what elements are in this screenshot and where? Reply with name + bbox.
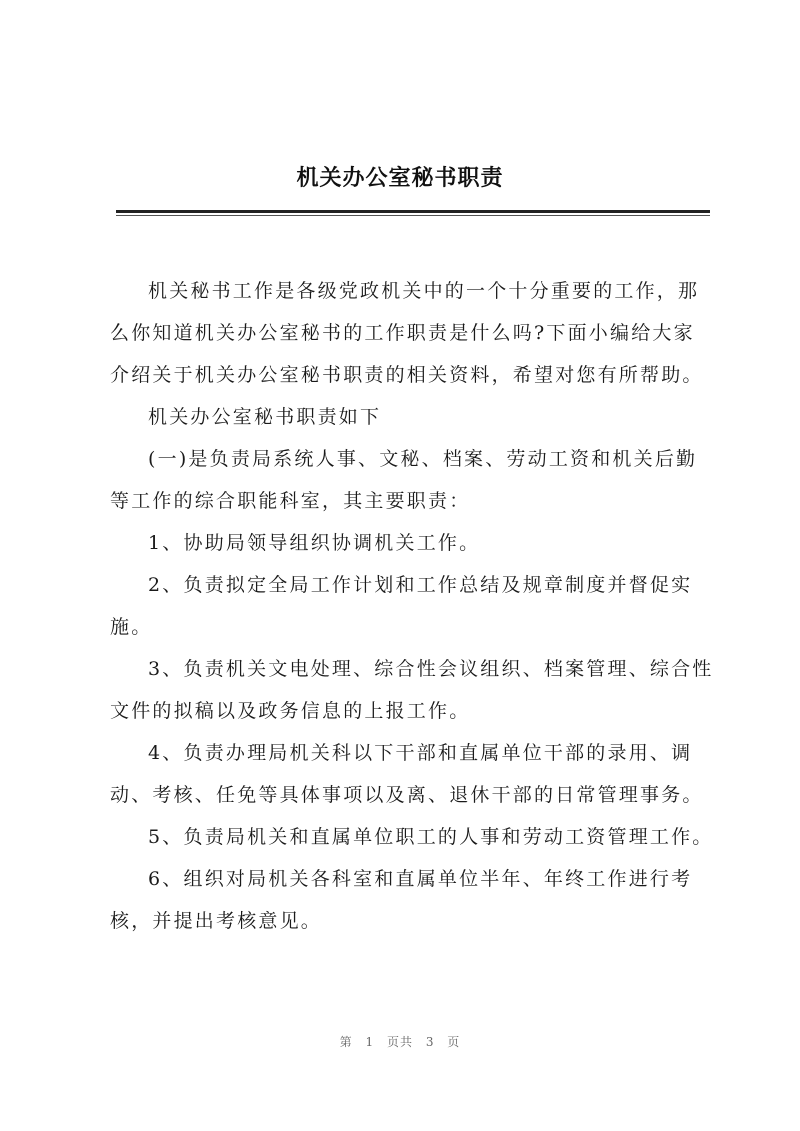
page-title: 机关办公室秘书职责 [296,165,504,191]
footer-middle: 页共 [386,1035,413,1049]
footer-suffix: 页 [447,1035,461,1049]
title-divider [116,210,710,213]
paragraph-intro: 机关秘书工作是各级党政机关中的一个十分重要的工作，那么你知道机关办公室秘书的工作职责是什么吗?下面小编给大家介绍关于机关办公室秘书职责的相关资料，希望对您有所帮助。 [110,280,704,386]
title-divider-thin [116,215,710,216]
footer-total-pages: 3 [425,1035,435,1049]
list-item: 2、负责拟定全局工作计划和工作总结及规章制度并督促实施。 [110,574,693,638]
page-footer [0,1033,800,1050]
list-item: 6、组织对局机关各科室和直属单位半年、年终工作进行考核，并提出考核意见。 [110,868,693,932]
list-item: 3、负责机关文电处理、综合性会议组织、档案管理、综合性文件的拟稿以及政务信息的上报工作。 [110,658,714,722]
paragraph-heading: 机关办公室秘书职责如下 [148,406,382,428]
list-item: 4、负责办理局机关科以下干部和直属单位干部的录用、调动、考核、任免等具体事项以及离、退休干部的日常管理事务。 [110,742,704,806]
footer-prefix: 第 [339,1035,353,1049]
list-item: 1、协助局领导组织协调机关工作。 [148,532,481,554]
list-item: 5、负责局机关和直属单位职工的人事和劳动工资管理工作。 [148,826,714,848]
footer-page-number: 1 [365,1035,375,1049]
document-body [110,270,714,942]
paragraph-section-1: (一)是负责局系统人事、文秘、档案、劳动工资和机关后勤等工作的综合职能科室，其主要职责： [110,448,698,512]
